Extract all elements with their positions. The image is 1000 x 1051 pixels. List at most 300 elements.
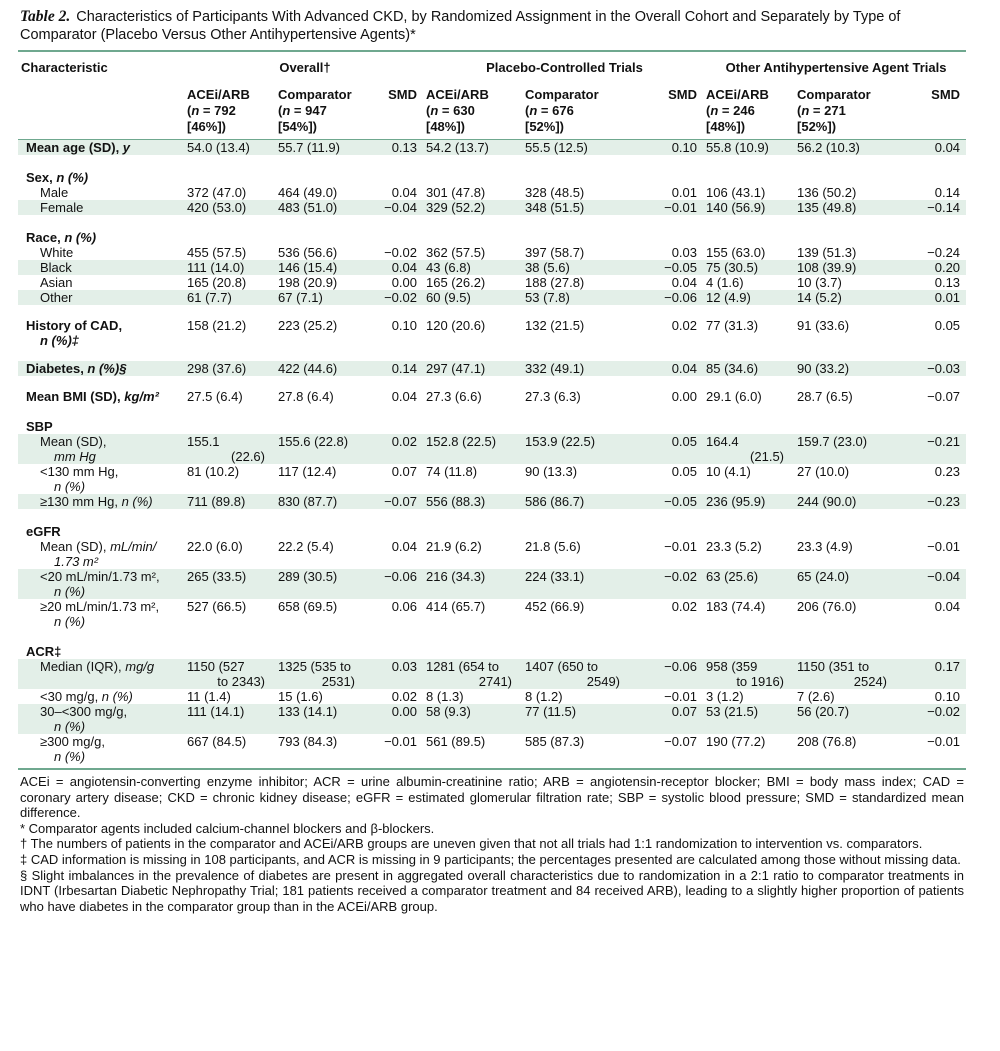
- cell-value: 43 (6.8): [426, 260, 471, 275]
- table-title: Characteristics of Participants With Advanced CKD, by Randomized Assignment in the Overall Cohort and Separately by Type of Comparator (Placebo Versus Other Antihypertensive Agents)*: [20, 9, 901, 43]
- cell-value: 348 (51.5): [525, 200, 585, 215]
- row-label-continuation: n (%): [54, 719, 86, 734]
- group-header-placebo: Placebo-Controlled Trials: [486, 60, 643, 75]
- value-cell: [522, 361, 630, 376]
- section-header-label: [18, 522, 966, 539]
- cell-value: 23.3 (4.9): [797, 539, 853, 554]
- cell-value: 3 (1.2): [706, 689, 744, 704]
- smd-cell: [365, 260, 423, 275]
- cell-value: −0.03: [927, 361, 961, 376]
- row-label-continuation: n (%): [54, 749, 86, 764]
- cell-value: 0.00: [391, 704, 417, 719]
- table-row: [18, 599, 966, 629]
- table-row: [18, 389, 966, 404]
- smd-cell: [630, 275, 703, 290]
- smd-cell: [365, 734, 423, 769]
- cell-value: 27.3 (6.3): [525, 389, 581, 404]
- value-cell: [423, 569, 522, 599]
- cell-value: 289 (30.5): [278, 569, 338, 584]
- value-cell: [184, 734, 275, 769]
- value-cell: [184, 689, 275, 704]
- cell-value: 536 (56.6): [278, 245, 338, 260]
- value-cell: [184, 140, 275, 156]
- smd-cell: [630, 599, 703, 629]
- cell-value: −0.14: [927, 200, 961, 215]
- cell-value: 0.04: [934, 599, 961, 614]
- smd-cell: [630, 494, 703, 509]
- value-cell: [275, 494, 365, 509]
- section-header-row: [18, 168, 966, 185]
- row-label-unit: n (%): [121, 494, 153, 509]
- cell-value: 56 (20.7): [797, 704, 850, 719]
- group-header-row: [18, 52, 966, 87]
- cell-value: 61 (7.7): [187, 290, 232, 305]
- value-cell: [184, 200, 275, 215]
- value-cell: [703, 464, 794, 494]
- cell-value: 0.10: [934, 689, 961, 704]
- value-cell: [423, 140, 522, 156]
- value-cell: [522, 464, 630, 494]
- table-row: [18, 275, 966, 290]
- smd-cell: [630, 734, 703, 769]
- cell-value: 711 (89.8): [187, 494, 246, 509]
- value-cell: [275, 275, 365, 290]
- cell-value: −0.07: [384, 494, 417, 509]
- cell-value: 0.02: [391, 434, 417, 449]
- cell-value: 0.10: [671, 140, 698, 155]
- cell-value: 58 (9.3): [426, 704, 471, 719]
- value-cell: [794, 361, 897, 376]
- cell-value: 90 (13.3): [525, 464, 578, 479]
- cell-value: 527 (66.5): [187, 599, 247, 614]
- smd-cell: [897, 361, 966, 376]
- section-label-text: SBP: [26, 419, 53, 434]
- value-cell: [703, 434, 794, 464]
- value-cell: [794, 185, 897, 200]
- spacer-row: [18, 629, 966, 642]
- smd-cell: [630, 200, 703, 215]
- cell-value: 7 (2.6): [797, 689, 835, 704]
- cell-value: 91 (33.6): [797, 318, 850, 333]
- value-cell: [423, 734, 522, 769]
- group-header-other-agents: Other Antihypertensive Agent Trials: [725, 60, 947, 75]
- cell-value: 12 (4.9): [706, 290, 751, 305]
- cell-value: 332 (49.1): [525, 361, 585, 376]
- row-label-text: Male: [40, 185, 69, 200]
- value-cell: [522, 734, 630, 769]
- cell-value: −0.24: [927, 245, 961, 260]
- smd-cell: [630, 185, 703, 200]
- value-cell: [703, 389, 794, 404]
- section-label-text: ACR‡: [26, 644, 62, 659]
- cell-value: 0.05: [934, 318, 961, 333]
- value-cell: [703, 569, 794, 599]
- cell-value: 29.1 (6.0): [706, 389, 762, 404]
- smd-cell: [630, 140, 703, 156]
- cell-value: 14 (5.2): [797, 290, 842, 305]
- smd-cell: [630, 689, 703, 704]
- value-cell: [184, 434, 275, 464]
- value-cell: [794, 318, 897, 348]
- cell-value: 10 (4.1): [706, 464, 751, 479]
- value-cell: [522, 494, 630, 509]
- cell-value: 216 (34.3): [426, 569, 486, 584]
- row-label: [18, 185, 184, 200]
- table-row: [18, 318, 966, 348]
- characteristic-header: Characteristic: [21, 60, 108, 75]
- table-row: [18, 361, 966, 376]
- value-cell: [794, 245, 897, 260]
- row-label: [18, 200, 184, 215]
- row-label: [18, 734, 184, 769]
- value-cell: [703, 245, 794, 260]
- cell-value: 108 (39.9): [797, 260, 857, 275]
- smd-cell: [365, 539, 423, 569]
- value-cell: [794, 260, 897, 275]
- table-row: [18, 245, 966, 260]
- cell-value: −0.23: [927, 494, 961, 509]
- smd-cell: [897, 734, 966, 769]
- cell-value: −0.02: [384, 290, 417, 305]
- value-cell: [522, 140, 630, 156]
- cell-value: 28.7 (6.5): [797, 389, 853, 404]
- value-cell: [184, 318, 275, 348]
- subcolumn-header: Comparator (n = 947 [54%]): [275, 87, 365, 140]
- smd-cell: [630, 318, 703, 348]
- cell-value: −0.07: [664, 734, 698, 749]
- cell-value-continuation: to 2343): [217, 674, 265, 689]
- value-cell: [794, 494, 897, 509]
- cell-value: 244 (90.0): [797, 494, 857, 509]
- value-cell: [423, 245, 522, 260]
- row-label: [18, 599, 184, 629]
- smd-cell: [897, 260, 966, 275]
- cell-value: 54.0 (13.4): [187, 140, 250, 155]
- cell-value: 0.03: [671, 245, 698, 260]
- smd-cell: [897, 569, 966, 599]
- footnote: § Slight imbalances in the prevalence of diabetes are present in aggregated overall characteristics due to randomization in a 2:1 ratio to comparator treatments in IDNT (Irbesartan Diabetic Nephropathy Trial; 181 patients received a comparator treatment and 84 received ARB), leading to a slightly higher proportion of patients who have diabetes in the comparator group than in the ACEi/ARB group.: [20, 867, 964, 914]
- cell-value: 464 (49.0): [278, 185, 338, 200]
- section-header-row: [18, 642, 966, 659]
- row-label-text: Median (IQR),: [40, 659, 126, 674]
- cell-value: 0.04: [391, 539, 417, 554]
- cell-value: 0.02: [671, 318, 698, 333]
- smd-cell: [897, 689, 966, 704]
- cell-value: −0.06: [664, 290, 698, 305]
- row-label-continuation: n (%): [54, 614, 86, 629]
- cell-value: 23.3 (5.2): [706, 539, 762, 554]
- row-label: [18, 464, 184, 494]
- row-label-text: Mean (SD),: [40, 434, 107, 449]
- spacer-row: [18, 305, 966, 318]
- smd-cell: [365, 140, 423, 156]
- cell-value: 0.02: [671, 599, 698, 614]
- subcolumn-header-row: [18, 87, 966, 140]
- value-cell: [703, 494, 794, 509]
- cell-value: 56.2 (10.3): [797, 140, 860, 155]
- smd-cell: [897, 200, 966, 215]
- cell-value: 297 (47.1): [426, 361, 486, 376]
- smd-cell: [365, 275, 423, 290]
- cell-value: 328 (48.5): [525, 185, 585, 200]
- cell-value: 21.9 (6.2): [426, 539, 482, 554]
- cell-value: 11 (1.4): [187, 689, 231, 704]
- value-cell: [703, 275, 794, 290]
- value-cell: [703, 318, 794, 348]
- cell-value: 0.13: [934, 275, 961, 290]
- section-label-text: Sex,: [26, 170, 57, 185]
- value-cell: [275, 245, 365, 260]
- table-row: [18, 659, 966, 689]
- value-cell: [423, 290, 522, 305]
- value-cell: [794, 200, 897, 215]
- value-cell: [522, 275, 630, 290]
- table-caption: [18, 8, 966, 52]
- cell-value: 1150 (527: [187, 659, 245, 674]
- smd-cell: [365, 245, 423, 260]
- row-label: [18, 539, 184, 569]
- value-cell: [275, 734, 365, 769]
- value-cell: [423, 659, 522, 689]
- cell-value: 0.04: [671, 361, 698, 376]
- row-label-text: Mean (SD),: [40, 539, 111, 554]
- row-label: [18, 569, 184, 599]
- subcolumn-header: SMD: [630, 87, 703, 140]
- value-cell: [794, 389, 897, 404]
- smd-cell: [365, 389, 423, 404]
- section-label-unit: n (%): [64, 230, 97, 245]
- value-cell: [703, 260, 794, 275]
- cell-value: −0.05: [664, 260, 698, 275]
- cell-value: 265 (33.5): [187, 569, 247, 584]
- cell-value: 362 (57.5): [426, 245, 486, 260]
- smd-cell: [897, 389, 966, 404]
- cell-value: −0.04: [384, 200, 417, 215]
- cell-value: 75 (30.5): [706, 260, 759, 275]
- cell-value: 658 (69.5): [278, 599, 338, 614]
- cell-value: 136 (50.2): [797, 185, 857, 200]
- table-row: [18, 689, 966, 704]
- value-cell: [184, 569, 275, 599]
- value-cell: [703, 200, 794, 215]
- cell-value: 830 (87.7): [278, 494, 338, 509]
- value-cell: [423, 361, 522, 376]
- cell-value: 452 (66.9): [525, 599, 585, 614]
- table-row: [18, 704, 966, 734]
- cell-value: 120 (20.6): [426, 318, 486, 333]
- row-label: [18, 245, 184, 260]
- section-header-row: [18, 522, 966, 539]
- value-cell: [794, 689, 897, 704]
- row-label-text: ≥20 mL/min/1.73 m²,: [40, 599, 160, 614]
- cell-value: 585 (87.3): [525, 734, 585, 749]
- row-label-unit: kg/m²: [124, 389, 159, 404]
- row-label: [18, 361, 184, 376]
- smd-cell: [630, 260, 703, 275]
- value-cell: [423, 704, 522, 734]
- value-cell: [703, 290, 794, 305]
- value-cell: [794, 734, 897, 769]
- smd-cell: [365, 464, 423, 494]
- row-label-text: <20 mL/min/1.73 m²,: [40, 569, 160, 584]
- row-label-continuation: n (%): [54, 584, 86, 599]
- value-cell: [423, 494, 522, 509]
- cell-value: 155.1: [187, 434, 220, 449]
- value-cell: [184, 260, 275, 275]
- smd-cell: [365, 704, 423, 734]
- row-label-continuation: n (%)‡: [40, 333, 79, 348]
- cell-value: 0.10: [391, 318, 417, 333]
- cell-value: −0.01: [927, 539, 961, 554]
- value-cell: [423, 200, 522, 215]
- value-cell: [275, 539, 365, 569]
- value-cell: [794, 275, 897, 290]
- value-cell: [703, 704, 794, 734]
- cell-value-continuation: 2741): [478, 674, 512, 689]
- smd-cell: [897, 599, 966, 629]
- value-cell: [275, 200, 365, 215]
- cell-value: −0.02: [927, 704, 961, 719]
- table-row: [18, 260, 966, 275]
- value-cell: [275, 569, 365, 599]
- smd-cell: [365, 318, 423, 348]
- smd-cell: [897, 140, 966, 156]
- cell-value: 139 (51.3): [797, 245, 857, 260]
- cell-value: 53 (21.5): [706, 704, 759, 719]
- cell-value: 132 (21.5): [525, 318, 585, 333]
- smd-cell: [365, 434, 423, 464]
- value-cell: [703, 599, 794, 629]
- group-header-overall: Overall†: [279, 60, 331, 75]
- cell-value: −0.01: [384, 734, 417, 749]
- value-cell: [275, 599, 365, 629]
- smd-cell: [365, 290, 423, 305]
- smd-cell: [630, 704, 703, 734]
- cell-value: 561 (89.5): [426, 734, 486, 749]
- value-cell: [184, 599, 275, 629]
- cell-value: 140 (56.9): [706, 200, 766, 215]
- cell-value: 81 (10.2): [187, 464, 240, 479]
- row-label-unit: y: [122, 140, 131, 155]
- cell-value: 0.04: [391, 260, 417, 275]
- cell-value: 27 (10.0): [797, 464, 850, 479]
- cell-value-continuation: (22.6): [231, 449, 265, 464]
- cell-value: −0.06: [664, 659, 698, 674]
- table-row: [18, 185, 966, 200]
- cell-value: 164.4: [706, 434, 739, 449]
- smd-cell: [365, 599, 423, 629]
- table-row: [18, 140, 966, 156]
- cell-value: 155.6 (22.8): [278, 434, 349, 449]
- smd-cell: [630, 569, 703, 599]
- row-label-text: Female: [40, 200, 84, 215]
- value-cell: [184, 464, 275, 494]
- value-cell: [423, 599, 522, 629]
- cell-value: −0.01: [664, 689, 698, 704]
- value-cell: [184, 290, 275, 305]
- cell-value: 158 (21.2): [187, 318, 247, 333]
- table-number: Table 2.: [20, 8, 71, 25]
- row-label: [18, 140, 184, 156]
- value-cell: [522, 318, 630, 348]
- cell-value: 188 (27.8): [525, 275, 585, 290]
- smd-cell: [630, 361, 703, 376]
- value-cell: [423, 689, 522, 704]
- value-cell: [184, 185, 275, 200]
- smd-cell: [897, 494, 966, 509]
- characteristics-table: [18, 52, 966, 770]
- smd-cell: [897, 704, 966, 734]
- cell-value: 111 (14.1): [187, 704, 245, 719]
- cell-value: 0.00: [391, 275, 417, 290]
- cell-value: 397 (58.7): [525, 245, 585, 260]
- cell-value: 55.8 (10.9): [706, 140, 769, 155]
- value-cell: [794, 704, 897, 734]
- value-cell: [794, 539, 897, 569]
- value-cell: [423, 318, 522, 348]
- cell-value: −0.02: [384, 245, 417, 260]
- cell-value: 67 (7.1): [278, 290, 323, 305]
- value-cell: [423, 464, 522, 494]
- value-cell: [522, 704, 630, 734]
- row-label-unit: mg/g: [125, 659, 155, 674]
- smd-cell: [630, 389, 703, 404]
- value-cell: [522, 260, 630, 275]
- cell-value: 455 (57.5): [187, 245, 247, 260]
- spacer-row: [18, 509, 966, 522]
- value-cell: [423, 389, 522, 404]
- value-cell: [522, 185, 630, 200]
- cell-value: 0.01: [671, 185, 698, 200]
- subcolumn-header: ACEi/ARB (n = 630 [48%]): [423, 87, 522, 140]
- cell-value: 422 (44.6): [278, 361, 338, 376]
- cell-value: 0.03: [391, 659, 417, 674]
- spacer-row: [18, 215, 966, 228]
- table-footnotes: [18, 774, 966, 914]
- value-cell: [794, 599, 897, 629]
- cell-value: 152.8 (22.5): [426, 434, 497, 449]
- cell-value: 38 (5.6): [525, 260, 570, 275]
- cell-value: 106 (43.1): [706, 185, 766, 200]
- table-row: [18, 539, 966, 569]
- value-cell: [794, 464, 897, 494]
- value-cell: [423, 434, 522, 464]
- value-cell: [275, 290, 365, 305]
- table-row: [18, 464, 966, 494]
- cell-value: 159.7 (23.0): [797, 434, 868, 449]
- table-row: [18, 494, 966, 509]
- cell-value: 27.3 (6.6): [426, 389, 482, 404]
- cell-value: 65 (24.0): [797, 569, 850, 584]
- value-cell: [184, 659, 275, 689]
- value-cell: [703, 689, 794, 704]
- value-cell: [184, 704, 275, 734]
- table-row: [18, 734, 966, 769]
- value-cell: [275, 140, 365, 156]
- cell-value: 208 (76.8): [797, 734, 857, 749]
- cell-value: 1407 (650 to: [525, 659, 599, 674]
- footnote: † The numbers of patients in the comparator and ACEi/ARB groups are uneven given that not all trials had 1:1 randomization to intervention vs. comparators.: [20, 836, 923, 852]
- cell-value: 0.00: [671, 389, 698, 404]
- row-label: [18, 389, 184, 404]
- cell-value: 0.02: [391, 689, 417, 704]
- value-cell: [423, 185, 522, 200]
- smd-cell: [897, 434, 966, 464]
- value-cell: [703, 361, 794, 376]
- smd-cell: [630, 659, 703, 689]
- smd-cell: [630, 434, 703, 464]
- table-row: [18, 569, 966, 599]
